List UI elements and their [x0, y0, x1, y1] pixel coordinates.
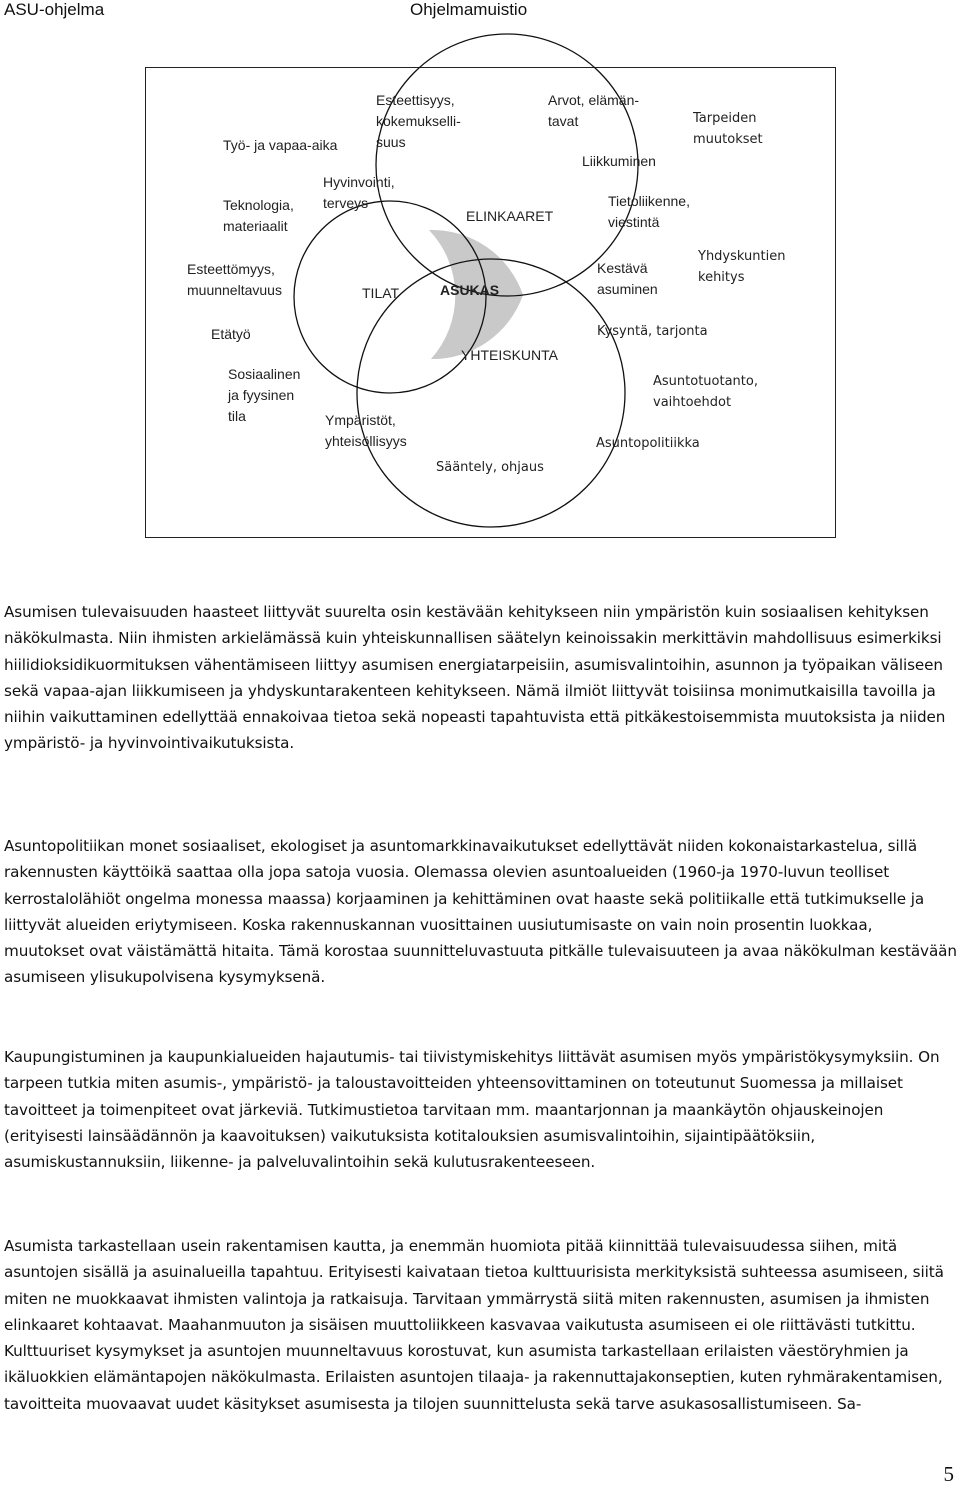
- label-yhteiskunta: YHTEISKUNTA: [461, 347, 558, 363]
- label-esteettisyys: Esteettisyys, kokemukselli- suus: [376, 92, 461, 150]
- paragraph-3: Kaupungistuminen ja kaupunkialueiden hajautumis- tai tiivistymiskehitys liittävät asumisen myös ympäristökysymyksiin. On tarpeen tutkia miten asumis-, ympäristö- ja taloustavoitteiden yhteensovittaminen on toteutunut Suomessa ja millaiset tavoitteet ja toimenpiteet ovat järkeviä. Tutkimustietoa tarvitaan mm. maantarjonnan ja maankäytön ohjauskeinojen (erityisesti lainsäädännön ja kaavoituksen) vaikutuksista kotitalouksien asumisvalintoihin, sijaintipäätöksiin, asumiskustannuksiin, liikenne- ja palveluvalintoihin sekä kulutusrakenteeseen.: [4, 1048, 940, 1172]
- label-ymparistot: Ympäristöt, yhteisöllisyys: [325, 412, 407, 449]
- label-asukas: ASUKAS: [440, 282, 500, 298]
- label-arvot: Arvot, elämän- tavat: [548, 92, 640, 129]
- label-hyvinvointi: Hyvinvointi, terveys: [323, 174, 395, 211]
- header-right: Ohjelmamuistio: [410, 0, 528, 19]
- label-liikkuminen: Liikkuminen: [582, 153, 656, 169]
- header-left: ASU-ohjelma: [4, 0, 105, 19]
- label-tyo: Työ- ja vapaa-aika: [223, 137, 338, 153]
- page-number: 5: [943, 1462, 954, 1486]
- label-elinkaaret: ELINKAARET: [466, 208, 554, 224]
- label-kysynta: Kysyntä, tarjonta: [597, 324, 708, 339]
- label-tietoliikenne: Tietoliikenne, viestintä: [608, 193, 690, 230]
- label-tilat: TILAT: [362, 285, 400, 301]
- label-santely: Sääntely, ohjaus: [436, 460, 544, 475]
- label-kestava: Kestävä asuminen: [597, 260, 658, 297]
- label-asuntopolitiikka: Asuntopolitiikka: [596, 436, 700, 451]
- paragraph-4: Asumista tarkastellaan usein rakentamisen kautta, ja enemmän huomiota pitää kiinnittää tulevaisuudessa siihen, mitä asuntojen sisällä ja asuinalueilla tapahtuu. Erityisesti kaivataan tietoa kulttuurisista merkityksistä suhteessa asumiseen, siitä miten ne muokkaavat ihmisten valintoja ja ratkaisuja. Tarvitaan ymmärrystä siitä miten rakennusten, asumisen ja ihmisten elinkaaret kohtaavat. Maahanmuuton ja sisäisen muuttoliikkeen kasvavaa vaikutusta asumiseen ei ole riittävästi tutkittu. Kulttuuriset kysymykset ja asuntojen muunneltavuus korostuvat, kun asumista tarkastellaan erilaisten väestöryhmien ja ikäluokkien elämäntapojen näkökulmasta. Erilaisten asuntojen tilaaja- ja rakennuttajakonseptien, kuten ryhmärakentamisen, tavoitteita muovaavat uudet käsitykset asumisesta ja tilojen suunnittelusta sekä tarve asukasosallistumiseen. Sa-: [4, 1237, 944, 1413]
- label-asuntotuotanto: Asuntotuotanto, vaihtoehdot: [653, 374, 758, 410]
- label-etatyo: Etätyö: [211, 326, 251, 342]
- paragraph-2: Asuntopolitiikan monet sosiaaliset, ekologiset ja asuntomarkkinavaikutukset edellyttävät niiden kokonaistarkastelua, sillä rakennusten käyttöikä saattaa olla jopa satoja vuosia. Olemassa olevien asuntoalueiden (1960-ja 1970-luvun teolliset kerrostalolähiöt ongelma monessa maassa) korjaaminen ja kehittäminen ovat haaste sekä politiikalle että tutkimukselle ja liittyvät alueiden eriytymiseen. Koska rakennuskannan vuosittainen uusiutumisaste on vain noin prosentin luokkaa, muutokset ovat väistämättä hitaita. Tämä korostaa suunnitteluvastuuta pitkälle tulevaisuuteen ja avaa näkökulman kestävään asumiseen ylisukupolvisena kysymyksenä.: [4, 837, 957, 987]
- venn-circles: [1, 1, 960, 621]
- paragraph-1: Asumisen tulevaisuuden haasteet liittyvät suurelta osin kestävään kehitykseen niin ympäristön kuin sosiaalisen kehityksen näkökulmasta. Niin ihmisten arkielämässä kuin yhteiskunnallisen säätelyn keinoissakin merkittävin mahdollisuus esimerkiksi hiilidioksidikuormituksen vähentämiseen liittyy asumisen energiatarpeisiin, asumisvalintoihin, asunnon ja työpaikan väliseen sekä vapaa-ajan liikkumiseen ja yhdyskuntarakenteen kehitykseen. Nämä ilmiöt liittyvät toisiinsa monimutkaisilla tavoilla ja niihin vaikuttaminen edellyttää ennakoivaa tietoa sekä nopeasti tapahtuvista että pitkäkestoisemmista muutoksista ja niiden ympäristö- ja hyvinvointivaikutuksista.: [4, 603, 946, 753]
- label-esteettomyys: Esteettömyys, muunneltavuus: [187, 261, 282, 298]
- label-sosiaalinen: Sosiaalinen ja fyysinen tila: [228, 366, 301, 424]
- label-yhdyskuntien: Yhdyskuntien kehitys: [698, 249, 786, 285]
- label-teknologia: Teknologia, materiaalit: [223, 197, 294, 234]
- label-tarpeiden: Tarpeiden muutokset: [693, 111, 763, 147]
